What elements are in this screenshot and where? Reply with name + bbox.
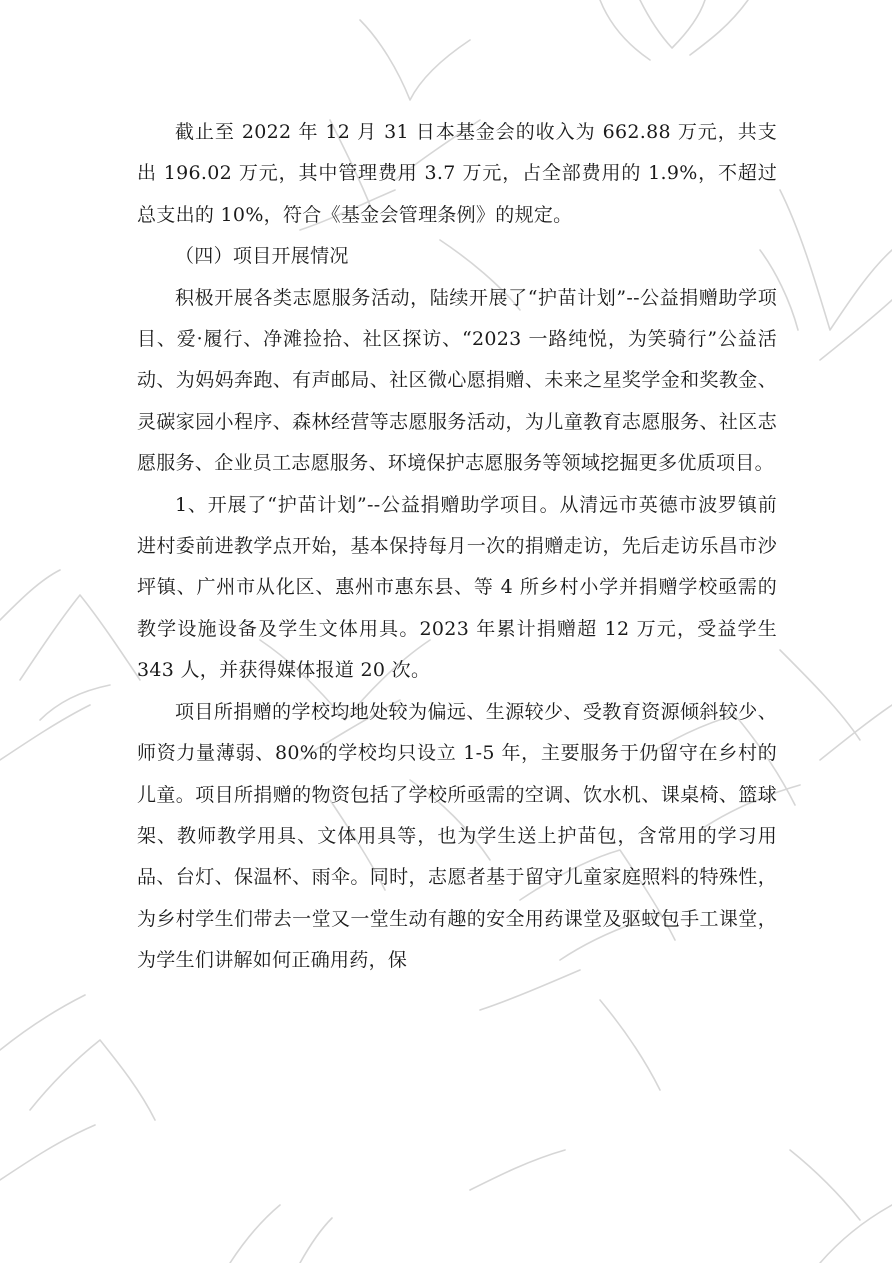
paragraph-finance: 截止至 2022 年 12 月 31 日本基金会的收入为 662.88 万元，共支出 196.02 万元，其中管理费用 3.7 万元，占全部费用的 1.9%，不超过总支出的 10%，符合《基金会管理条例》的规定。: [137, 121, 777, 226]
document-body: [137, 112, 777, 982]
section-heading: （四）项目开展情况: [175, 245, 349, 268]
paragraph-project-1: 1、开展了“护苗计划”--公益捐赠助学项目。从清远市英德市波罗镇前进村委前进教学点开始，基本保持每月一次的捐赠走访，先后走访乐昌市沙坪镇、广州市从化区、惠州市惠东县、等 4 所乡村小学并捐赠学校亟需的教学设施设备及学生文体用具。2023 年累计捐赠超 12 万元，受益学生 343 人，并获得媒体报道 20 次。: [137, 493, 777, 682]
paragraph-activities: 积极开展各类志愿服务活动，陆续开展了“护苗计划”--公益捐赠助学项目、爱·履行、净滩捡拾、社区探访、“2023 一路纯悦，为笑骑行”公益活动、为妈妈奔跑、有声邮局、社区微心愿捐赠、未来之星奖学金和奖教金、灵碳家园小程序、森林经营等志愿服务活动，为儿童教育志愿服务、社区志愿服务、企业员工志愿服务、环境保护志愿服务等领域挖掘更多优质项目。: [137, 286, 777, 475]
paragraph-project-1-detail: 项目所捐赠的学校均地处较为偏远、生源较少、受教育资源倾斜较少、师资力量薄弱、80%的学校均只设立 1-5 年，主要服务于仍留守在乡村的儿童。项目所捐赠的物资包括了学校所亟需的空调、饮水机、课桌椅、篮球架、教师教学用具、文体用具等，也为学生送上护苗包，含常用的学习用品、台灯、保温杯、雨伞。同时，志愿者基于留守儿童家庭照料的特殊性，为乡村学生们带去一堂又一堂生动有趣的安全用药课堂及驱蚊包手工课堂，为学生们讲解如何正确用药，保: [137, 700, 777, 972]
